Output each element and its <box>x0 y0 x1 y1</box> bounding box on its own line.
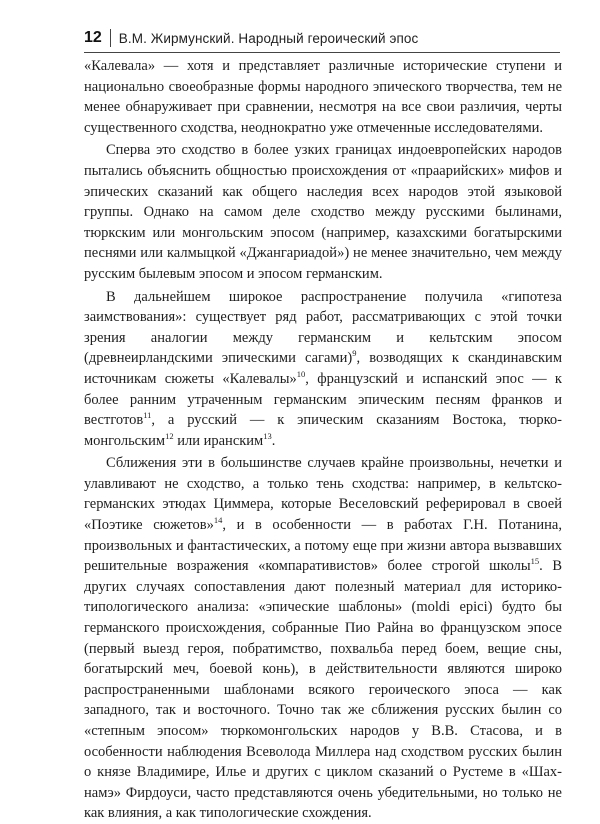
paragraph <box>84 140 562 284</box>
text-run: В дальнейшем широкое распространение получила «гипотеза заимствования»: существует ряд работ, рассматривающих с этой точки зрения аналогии между германским и кельтским эпосом (древнеирландскими эпическими сагами) <box>84 288 562 367</box>
paragraph <box>84 453 562 824</box>
footnote-ref[interactable]: 11 <box>143 410 152 421</box>
text-run: , возводящих к скандинавским источникам сюжеты «Калевалы» <box>84 350 562 387</box>
paragraph <box>84 287 562 452</box>
footnote-ref[interactable]: 14 <box>213 515 223 526</box>
running-title: В.М. Жирмунский. Народный героический эпос <box>118 30 419 46</box>
text-run: . В других случаях сопоставления дают полезный материал для историко-типологического анализа: «эпические шаблоны» (moldi epici) будто бы германского происхождения, собранные Пио Райна во французском эпосе (первый выезд героя, побратимство, похвальба перед боем, вещие сны, богатырский меч, боевой конь), в действительности являются широко распространенными шаблонами всякого героического эпоса — как западного, так и восточного. Точно так же сближения русских былин со «степным эпосом» тюркомонгольских народов у В.В. Стасова, и в особенности наблюдения Всеволода Миллера над сходством русских былин о князе Владимире, Илье и других с циклом сказаний о Рустеме в «Шах-намэ» Фирдоуси, часто представляются очень убедительными, но только не как влияния, а как типологические схождения. <box>84 558 563 822</box>
header-separator <box>110 29 111 47</box>
footnote-ref[interactable]: 15 <box>530 556 540 567</box>
footnote-ref[interactable]: 9 <box>352 348 357 359</box>
body-text <box>84 56 562 824</box>
text-run: , французский и испанский эпос — к более ранним утраченным германским эпическим песням франков и вестготов <box>84 370 562 429</box>
footnote-ref[interactable]: 13 <box>263 430 272 441</box>
paragraph <box>84 56 562 138</box>
text-run: , и в особенности — в работах Г.Н. Потанина, произвольных и фантастических, а потому еще при жизни автора вызвавших решительные возражения «компаративистов» более строгой школы <box>84 517 562 575</box>
text-run: , а русский — к эпическим сказаниям Востока, тюрко-монгольским <box>84 412 562 449</box>
text-run: или иранским <box>173 432 264 449</box>
running-header <box>84 24 560 53</box>
footnote-ref[interactable]: 10 <box>296 369 306 380</box>
text-run: «Калевала» — хотя и представляет различные исторические ступени и национально своеобразные формы народного эпического творчества, тем не менее обнаруживает при сравнении, несмотря на все свои различия, черты существенного сходства, неоднократно уже отмеченные исследователями. <box>84 58 562 136</box>
page-number: 12 <box>84 29 102 46</box>
text-run: Сближения эти в большинстве случаев крайне произвольны, нечетки и улавливают не сходство, а только тень сходства: например, в кельтско-германских этюдах Циммера, которые Веселовский реферировал в своей «Поэтике сюжетов» <box>84 455 562 534</box>
text-run: . <box>271 432 276 449</box>
footnote-ref[interactable]: 12 <box>165 430 174 441</box>
text-run: Сперва это сходство в более узких границах индоевропейских народов пытались объяснить общностью происхождения от «праарийских» мифов и эпических сказаний как общего наследия всех народов этой языковой группы. Однако на самом деле сходство между русскими былинами, тюркским или монгольским эпосом (например, казахскими богатырскими песнями или калмыцкой «Джангариадой») не менее значительно, чем между русским былевым эпосом и эпосом германским. <box>84 142 562 282</box>
